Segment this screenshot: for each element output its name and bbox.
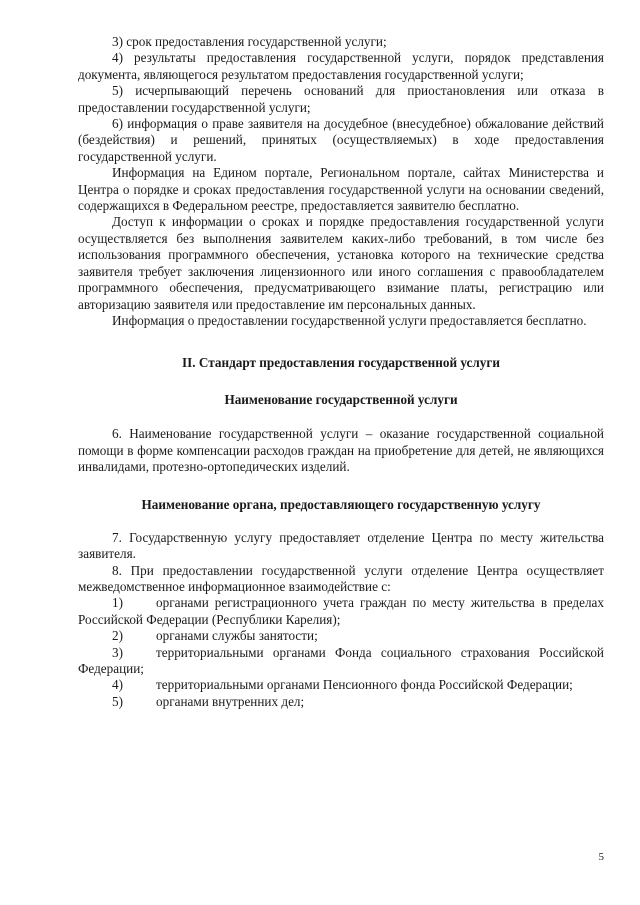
list-item xyxy=(78,677,604,693)
list-item-text: органами регистрационного учета граждан по месту жительства в пределах Российской Федерации (Республики Карелия); xyxy=(78,595,604,627)
subheading-service-provider: Наименование органа, предоставляющего государственную услугу xyxy=(141,497,541,513)
paragraph-free-info: Информация о предоставлении государственной услуги предоставляется бесплатно. xyxy=(112,312,587,328)
paragraph-6: 6. Наименование государственной услуги – оказание государственной социальной помощи в форме компенсации расходов граждан на приобретение для детей, не являющихся инвалидами, протезно-ортопедических изделий. xyxy=(78,426,604,474)
list-item-number: 5) xyxy=(112,693,123,709)
spacer xyxy=(78,514,604,530)
list-item-number: 3) xyxy=(112,644,123,660)
list-item-text: органами службы занятости; xyxy=(156,628,318,644)
list-item xyxy=(78,694,604,710)
paragraph-item-4: 4) результаты предоставления государственной услуги, порядок представления документа, являющегося результатом предоставления государственной услуги; xyxy=(78,50,604,82)
list-item xyxy=(78,628,604,644)
list-item-number: 2) xyxy=(112,628,123,644)
subheading-service-name: Наименование государственной услуги xyxy=(224,391,458,407)
list-item-text: органами внутренних дел; xyxy=(156,693,305,709)
list-item-number: 4) xyxy=(112,677,123,693)
paragraph-portal-info: Информация на Едином портале, Региональном портале, сайтах Министерства и Центра о порядке и сроках предоставления государственной услуги на основании сведений, содержащихся в Федеральном реестре, предоставляется заявителю бесплатно. xyxy=(78,165,604,214)
paragraph-8: 8. При предоставлении государственной услуги отделение Центра осуществляет межведомственное информационное взаимодействие с: xyxy=(78,562,604,594)
paragraph-item-6: 6) информация о праве заявителя на досудебное (внесудебное) обжалование действий (бездействия) и решений, принятых (осуществляемых) в ходе предоставления государственной услуги. xyxy=(78,116,604,164)
paragraph-7: 7. Государственную услугу предоставляет отделение Центра по месту жительства заявителя. xyxy=(78,529,604,562)
list-item xyxy=(78,595,604,628)
list-item-text: территориальными органами Пенсионного фонда Российской Федерации; xyxy=(156,677,573,693)
paragraph-item-5: 5) исчерпывающий перечень оснований для приостановления или отказа в предоставлении государственной услуги; xyxy=(78,83,604,115)
spacer xyxy=(78,408,604,426)
page-number: 5 xyxy=(598,850,604,863)
list-item-text: территориальными органами Фонда социального страхования Российской Федерации; xyxy=(78,644,604,676)
list-item-number: 1) xyxy=(112,595,123,611)
section-title: II. Стандарт предоставления государственной услуги xyxy=(182,355,500,371)
paragraph-access-info: Доступ к информации о сроках и порядке предоставления государственной услуги осуществляется без выполнения заявителем каких-либо требований, в том числе без использования программного обеспечения, установка которого на технические средства заявителя требует заключения лицензионного или иного соглашения с правообладателем программного обеспечения, предусматривающего взимание платы, регистрацию или авторизацию заявителя или предоставление им персональных данных. xyxy=(78,214,604,312)
paragraph-item-3: 3) срок предоставления государственной услуги; xyxy=(112,34,387,49)
list-item xyxy=(78,645,604,678)
